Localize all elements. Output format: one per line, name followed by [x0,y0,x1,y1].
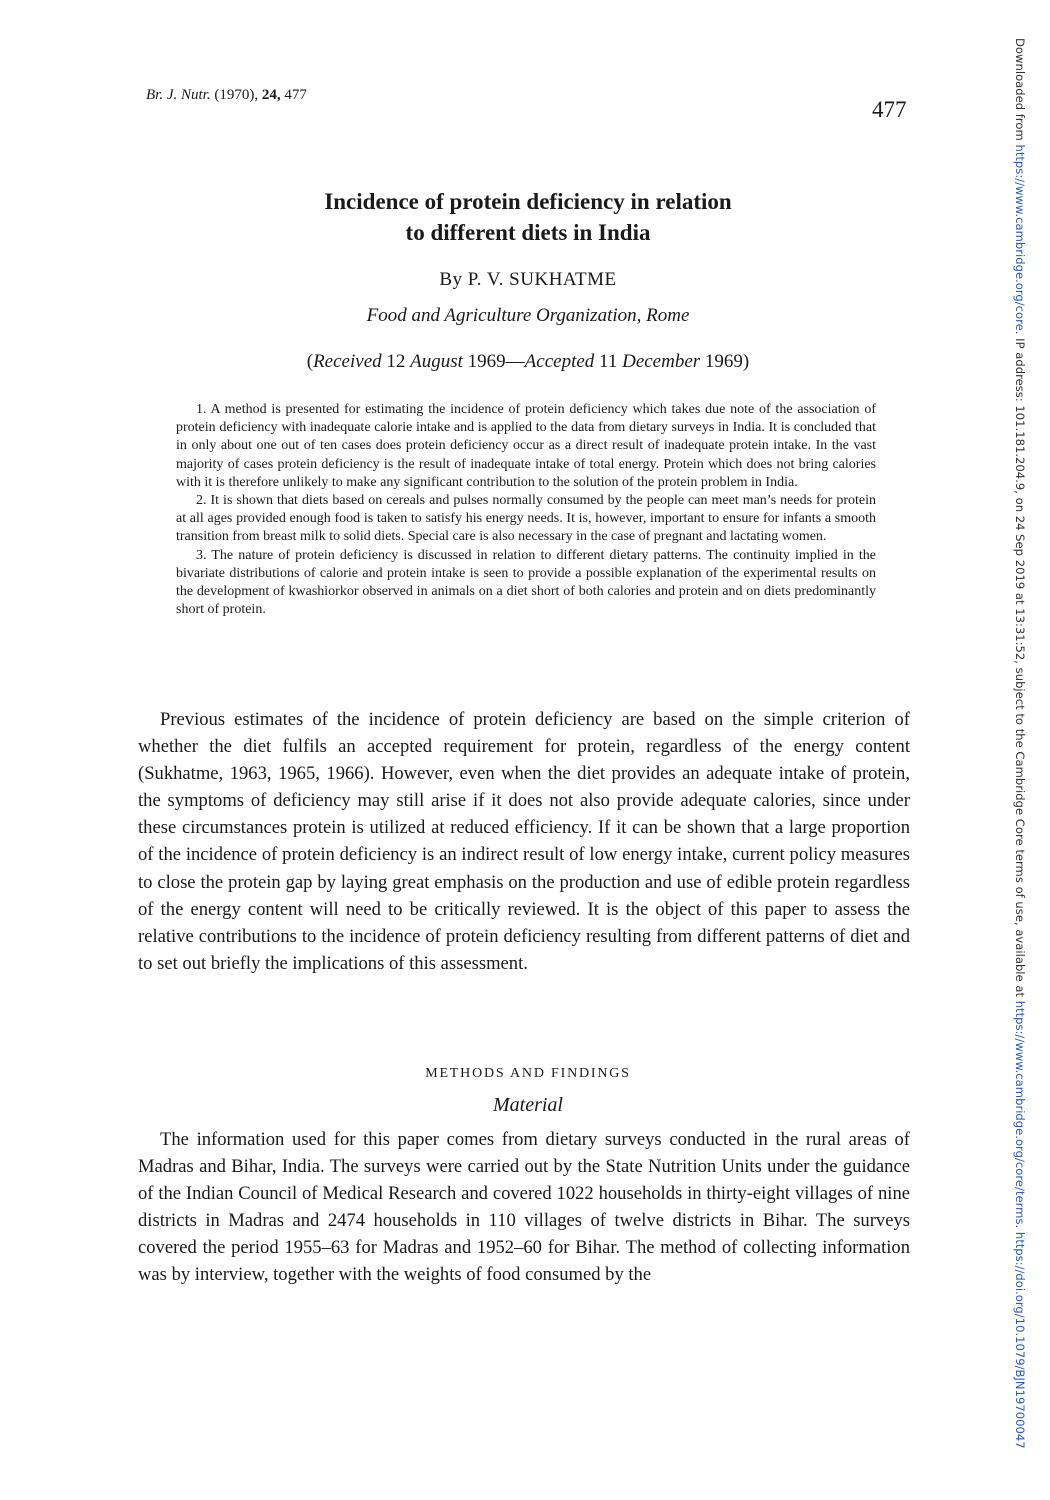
accepted-day: 11 [594,351,623,372]
journal-name: Br. J. Nutr. [146,87,211,103]
subsection-heading: Material [493,1094,563,1116]
abstract [176,401,876,619]
download-separator: . [1013,1224,1027,1232]
article-title [138,186,918,248]
abstract-paragraph-2: 2. It is shown that diets based on cereals and pulses normally consumed by the people can meet man’s needs for protein at all ages provided enough food is taken to satisfy his energy needs. It is, however, important to ensure for infants a smooth transition from breast milk to solid diets. Special care is also necessary in the case of pregnant and lactating women. [176,493,876,545]
section-heading: METHODS AND FINDINGS [425,1066,631,1081]
download-prefix: Downloaded from [1013,38,1027,145]
journal-citation [146,86,307,104]
doi-link[interactable]: https://doi.org/10.1079/BJN19700047 [1013,1231,1027,1449]
accepted-month: December [622,351,701,372]
received-year: 1969— [462,351,525,372]
journal-year: (1970), [214,87,259,103]
page-number: 477 [872,97,907,122]
received-month: August [410,351,463,372]
received-day: 12 [381,351,411,372]
author-prefix: By [439,269,463,290]
terms-link[interactable]: https://www.cambridge.org/core/terms [1013,1000,1027,1225]
download-notice [1013,38,1027,1449]
title-line-2: to different diets in India [405,220,651,245]
received-open: ( [306,351,314,372]
material-paragraph: The information used for this paper comes from dietary surveys conducted in the rural areas of Madras and Bihar, India. The surveys were carried out by the State Nutrition Units under the guidance of the Indian Council of Medical Research and covered 1022 households in thirty-eight villages of nine districts in Madras and 2474 households in 110 villages of twelve districts in Bihar. The surveys covered the period 1955–63 for Madras and 1952–60 for Bihar. The method of collecting information was by interview, together with the weights of food consumed by the [138,1129,910,1286]
author-line [138,268,918,292]
journal-first-page: 477 [284,87,307,103]
title-line-1: Incidence of protein deficiency in relation [324,189,732,214]
received-label: Received [313,351,382,372]
abstract-paragraph-1: 1. A method is presented for estimating the incidence of protein deficiency which takes due note of the association of protein deficiency with inadequate calorie intake and is applied to the data from dietary surveys in India. It is concluded that in only about one out of ten cases does protein deficiency occur as a direct result of inadequate protein intake. In the vast majority of cases protein deficiency is the result of inadequate intake of total energy. Protein which does not bring calories with it is therefore unlikely to make any significant contribution to the solution of the protein problem in India. [176,402,876,490]
abstract-paragraph-3: 3. The nature of protein deficiency is discussed in relation to different dietary patterns. The continuity implied in the bivariate distributions of calorie and protein intake is seen to provide a possible explanation of the experimental results on the development of kwashiorkor observed in animals on a diet short of both calories and protein and on diets predominantly short of protein. [176,547,876,618]
download-middle: . IP address: 101.181.204.9, on 24 Sep 2019 at 13:31:52, subject to the Cambridge Core terms of use, available at [1013,330,1027,1001]
received-dates [138,350,918,374]
accepted-label: Accepted [524,351,595,372]
intro-paragraph: Previous estimates of the incidence of protein deficiency are based on the simple criterion of whether the diet fulfils an accepted requirement for protein, regardless of the energy content (Sukhatme, 1963, 1965, 1966). However, even when the diet provides an adequate intake of protein, the symptoms of deficiency may still arise if it does not also provide adequate calories, since under these circumstances protein is utilized at reduced efficiency. If it can be shown that a large proportion of the incidence of protein deficiency is an indirect result of low energy intake, current policy measures to close the protein gap by laying great emphasis on the production and use of edible protein regardless of the energy content will need to be critically reviewed. It is the object of this paper to assess the relative contributions to the incidence of protein deficiency resulting from different patterns of diet and to set out briefly the implications of this assessment. [138,709,910,974]
accepted-year: 1969) [700,351,750,372]
author-name: P. V. SUKHATME [467,269,617,290]
author-affiliation: Food and Agriculture Organization, Rome [366,305,690,326]
journal-volume: 24, [261,87,281,103]
cambridge-core-link[interactable]: https://www.cambridge.org/core [1013,144,1027,331]
